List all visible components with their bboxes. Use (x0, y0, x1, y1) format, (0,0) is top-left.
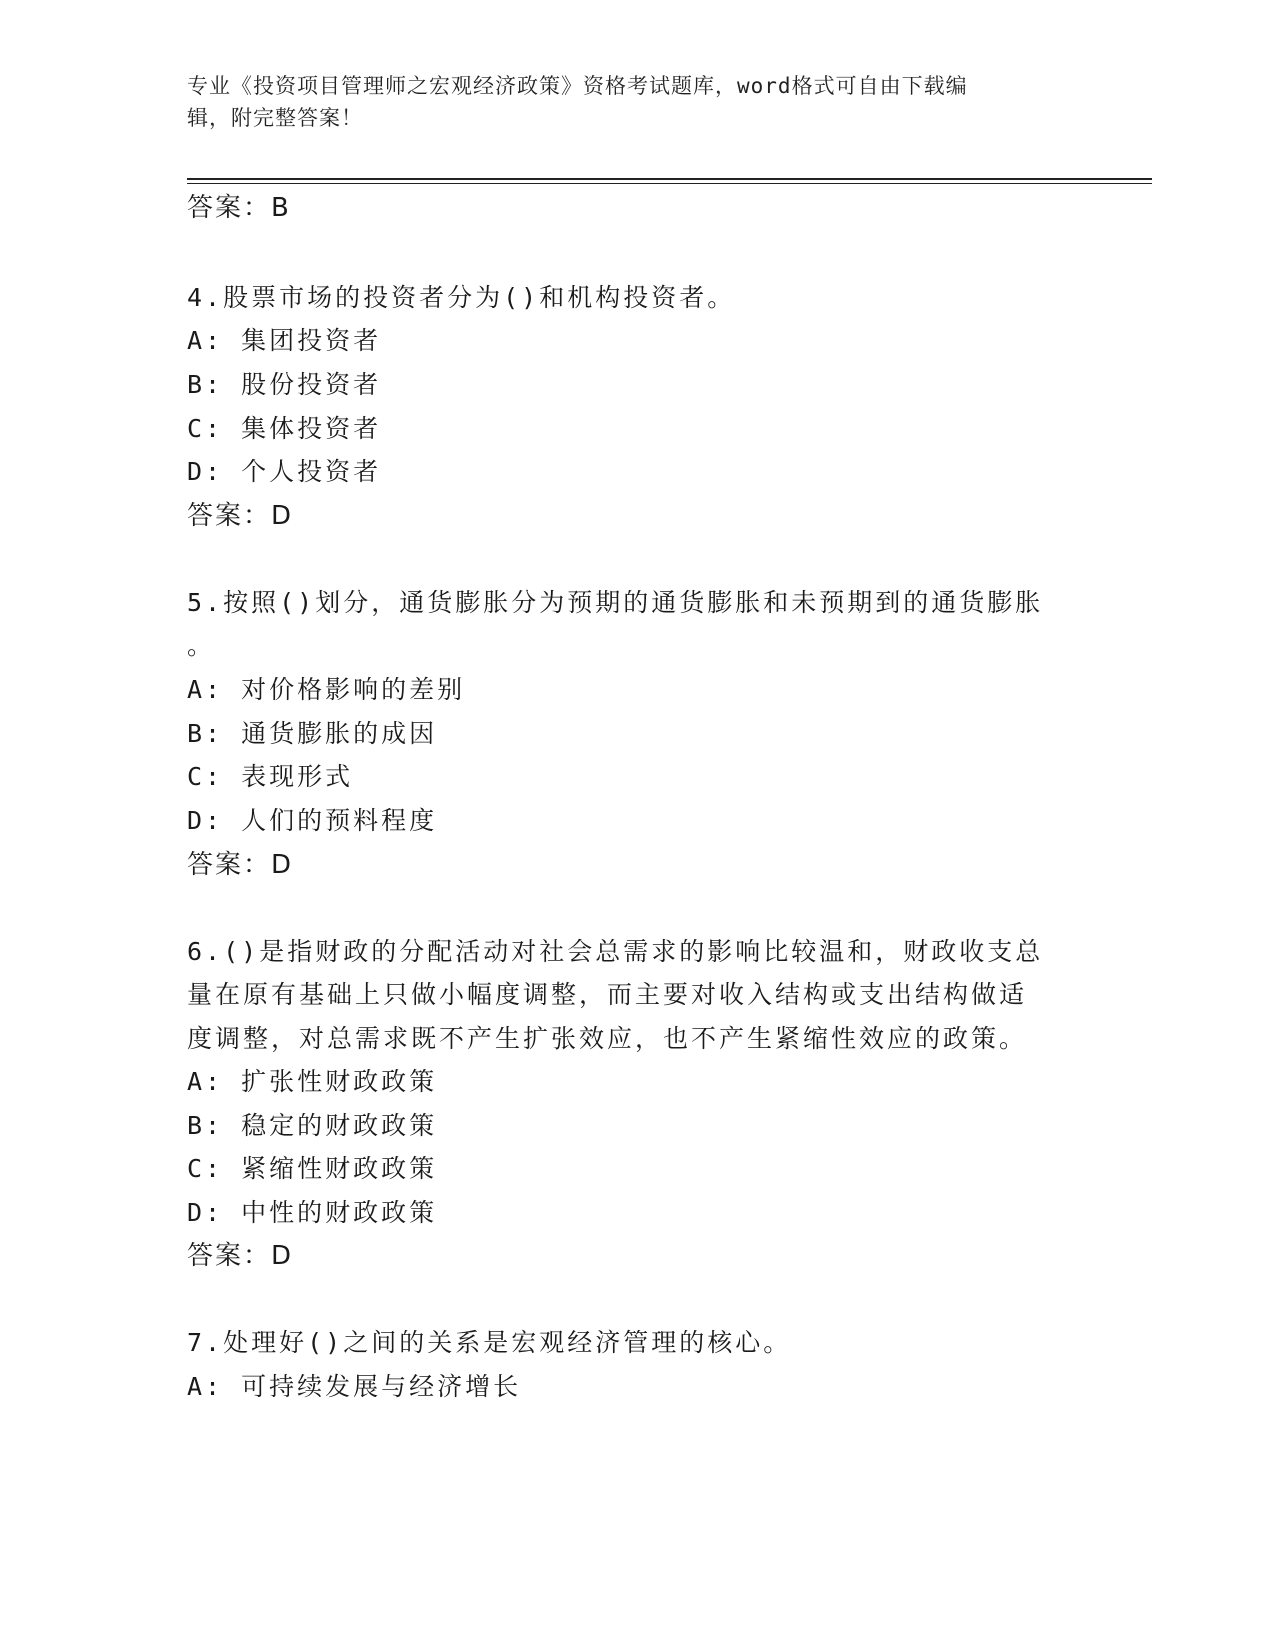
header-divider (187, 178, 1152, 180)
question-4-answer: 答案：D (187, 501, 294, 531)
question-6-option-c: C: 紧缩性财政政策 (187, 1154, 438, 1183)
question-5-option-d: D: 人们的预料程度 (187, 806, 438, 835)
question-5-stem-line-1: 5.按照()划分，通货膨胀分为预期的通货膨胀和未预期到的通货膨胀 (187, 588, 1044, 617)
question-6-stem-line-3: 度调整，对总需求既不产生扩张效应，也不产生紧缩性效应的政策。 (187, 1024, 1028, 1053)
question-5-option-c: C: 表现形式 (187, 762, 354, 791)
document-header (187, 70, 1067, 134)
question-6-option-a: A: 扩张性财政政策 (187, 1067, 438, 1096)
question-6-stem-line-2: 量在原有基础上只做小幅度调整，而主要对收入结构或支出结构做适 (187, 980, 1028, 1009)
question-7-option-a: A: 可持续发展与经济增长 (187, 1372, 522, 1401)
question-7-stem: 7.处理好()之间的关系是宏观经济管理的核心。 (187, 1328, 792, 1357)
question-6-option-d: D: 中性的财政政策 (187, 1198, 438, 1227)
question-5-answer: 答案：D (187, 850, 294, 880)
question-4-option-d: D: 个人投资者 (187, 457, 382, 486)
question-5-option-a: A: 对价格影响的差别 (187, 675, 466, 704)
question-4-option-b: B: 股份投资者 (187, 370, 382, 399)
question-4-option-c: C: 集体投资者 (187, 414, 382, 443)
header-line-1: 专业《投资项目管理师之宏观经济政策》资格考试题库，word格式可自由下载编 (187, 74, 968, 98)
prev-answer: 答案：B (187, 193, 291, 223)
header-divider-thin (187, 183, 1152, 184)
question-6-option-b: B: 稳定的财政政策 (187, 1111, 438, 1140)
header-line-2: 辑，附完整答案！ (187, 106, 363, 130)
question-6-answer: 答案：D (187, 1241, 294, 1271)
question-4-stem: 4.股票市场的投资者分为()和机构投资者。 (187, 283, 736, 312)
question-6-stem-line-1: 6.()是指财政的分配活动对社会总需求的影响比较温和，财政收支总 (187, 937, 1044, 966)
question-5-stem-line-2: 。 (187, 631, 216, 660)
question-5-option-b: B: 通货膨胀的成因 (187, 719, 438, 748)
question-4-option-a: A: 集团投资者 (187, 326, 382, 355)
